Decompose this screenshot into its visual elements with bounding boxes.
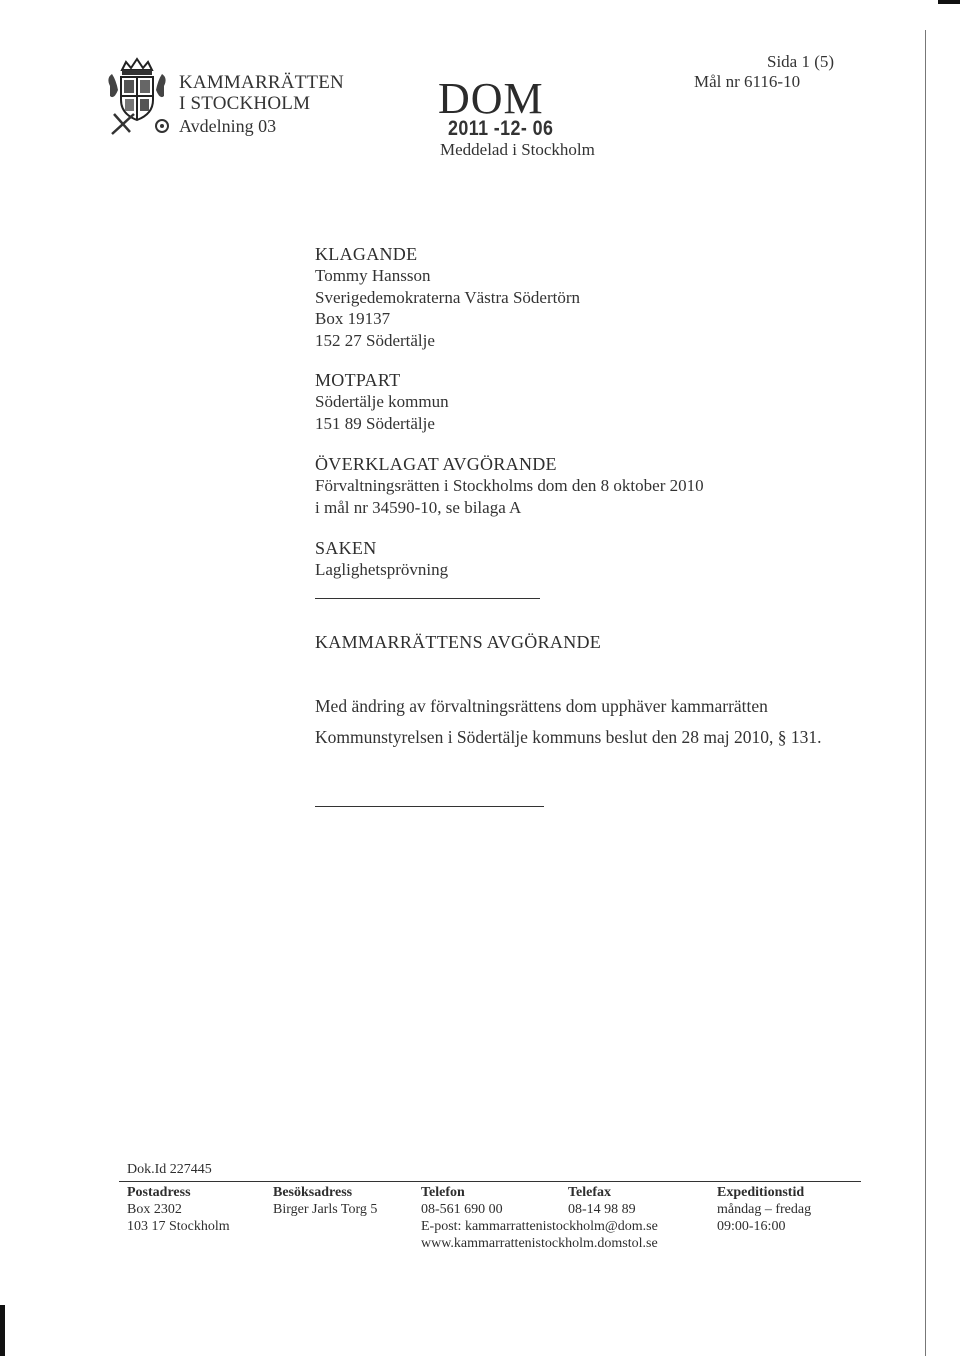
footer-label-telefon: Telefon — [421, 1185, 465, 1200]
footer-telefon-number: 08-561 690 00 — [421, 1202, 503, 1217]
section-saken — [315, 537, 448, 581]
decision-line-1: Med ändring av förvaltningsrättens dom upphäver kammarrätten — [315, 696, 768, 716]
document-id: Dok.Id 227445 — [127, 1162, 212, 1177]
footer-expeditionstid-days: måndag – fredag — [717, 1202, 812, 1217]
section-heading-avgorande: KAMMARRÄTTENS AVGÖRANDE — [315, 632, 602, 652]
saken-line: Laglighetsprövning — [315, 560, 449, 579]
klagande-line: Tommy Hansson — [315, 266, 431, 285]
issued-in-location: Meddelad i Stockholm — [440, 140, 595, 159]
scan-edge-right — [925, 30, 926, 1356]
section-heading-klagande: KLAGANDE — [315, 244, 418, 264]
footer-label-expeditionstid: Expeditionstid — [717, 1185, 805, 1200]
section-motpart — [315, 369, 449, 434]
case-number: Mål nr 6116-10 — [694, 72, 801, 91]
footer-email-link[interactable]: E-post: kammarrattenistockholm@dom.se — [421, 1219, 658, 1234]
stamp-date: 2011 -12- 06 — [448, 117, 554, 140]
section-overklagat-avgorande — [315, 453, 704, 518]
footer-postadress — [127, 1184, 230, 1235]
court-name-line2: I STOCKHOLM — [179, 93, 311, 114]
section-heading-overklagat: ÖVERKLAGAT AVGÖRANDE — [315, 454, 557, 474]
footer-expeditionstid — [717, 1184, 811, 1235]
overklagat-line: i mål nr 34590-10, se bilaga A — [315, 497, 522, 517]
page-number: Sida 1 (5) — [767, 52, 835, 71]
motpart-line: Södertälje kommun — [315, 392, 449, 411]
footer-telefax-number: 08-14 98 89 — [568, 1202, 636, 1217]
document-type-title: DOM — [438, 74, 544, 123]
footer-postadress-line: Box 2302 — [127, 1202, 182, 1217]
footer-postadress-line: 103 17 Stockholm — [127, 1219, 230, 1234]
klagande-line: 152 27 Södertälje — [315, 330, 435, 350]
section-heading-saken: SAKEN — [315, 538, 377, 558]
footer-besoksadress-line: Birger Jarls Torg 5 — [273, 1202, 378, 1217]
divider-bottom — [315, 806, 544, 807]
footer-rule — [119, 1181, 861, 1182]
decision-line-2: Kommunstyrelsen i Södertälje kommuns beslut den 28 maj 2010, § 131. — [315, 727, 822, 747]
footer-website-link[interactable]: www.kammarrattenistockholm.domstol.se — [421, 1236, 658, 1251]
section-klagande — [315, 243, 580, 351]
divider-top — [315, 598, 540, 599]
overklagat-line: Förvaltningsrätten i Stockholms dom den 8 oktober 2010 — [315, 476, 704, 495]
footer-label-postadress: Postadress — [127, 1185, 191, 1200]
motpart-line: 151 89 Södertälje — [315, 413, 435, 433]
court-coat-of-arms-logo — [104, 56, 170, 138]
footer-expeditionstid-hours: 09:00-16:00 — [717, 1219, 786, 1234]
footer-besoksadress — [273, 1184, 377, 1218]
footer-label-telefax: Telefax — [568, 1185, 612, 1200]
footer-label-besoksadress: Besöksadress — [273, 1185, 353, 1200]
scan-edge-top-right — [938, 0, 960, 4]
section-heading-motpart: MOTPART — [315, 370, 401, 390]
footer-telefax — [568, 1184, 636, 1218]
scan-edge-left-bottom — [0, 1305, 5, 1356]
court-name-line1: KAMMARRÄTTEN — [179, 72, 344, 93]
klagande-line: Box 19137 — [315, 309, 391, 328]
court-department: Avdelning 03 — [179, 116, 277, 136]
klagande-line: Sverigedemokraterna Västra Södertörn — [315, 287, 580, 307]
